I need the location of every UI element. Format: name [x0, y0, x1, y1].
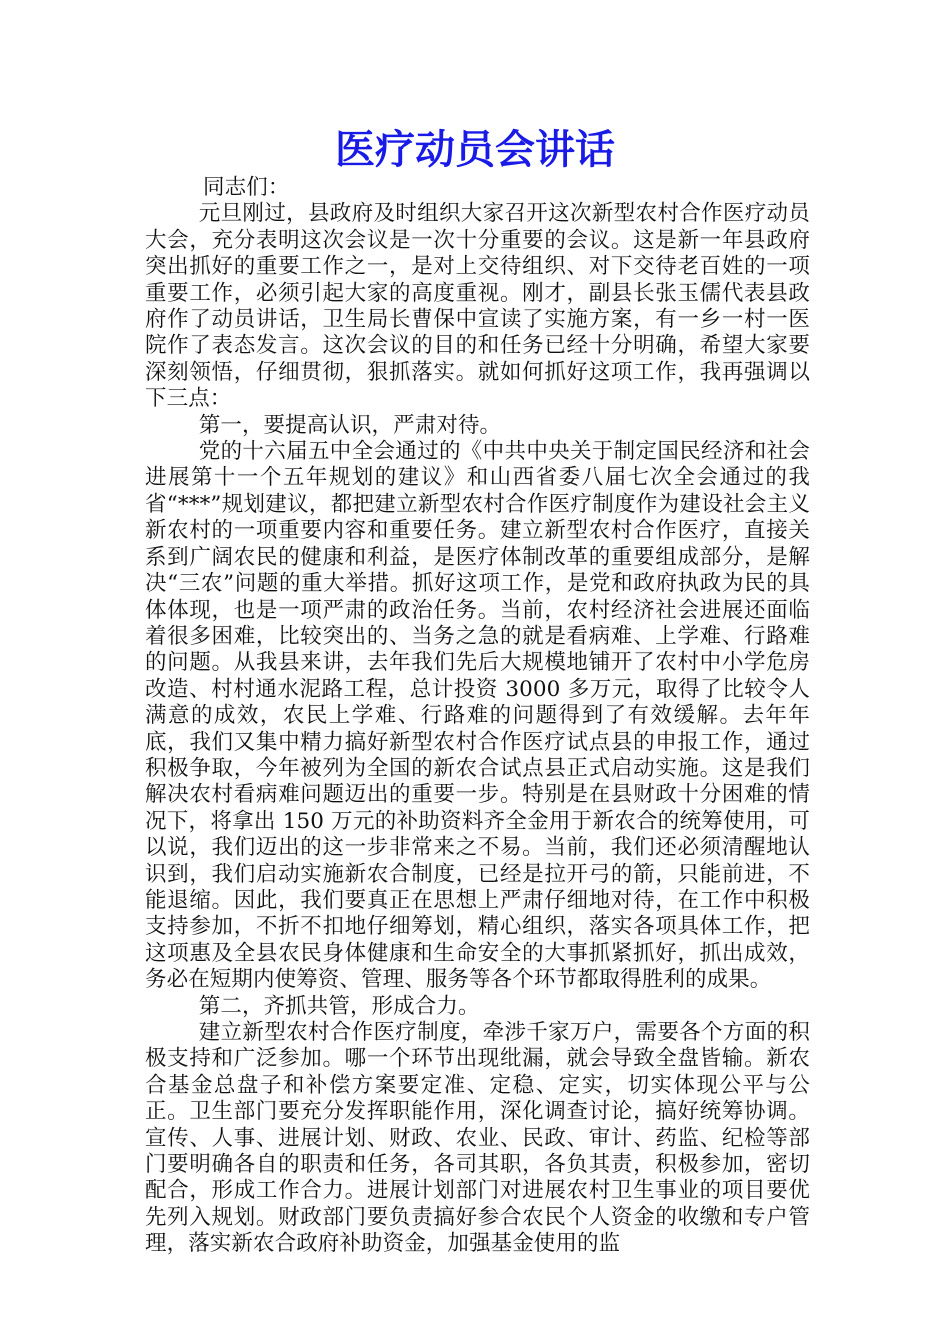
section-heading-2: 第二，齐抓共管，形成合力。: [198, 993, 480, 1019]
salutation: 同志们：: [203, 175, 290, 200]
paragraph-section-2: 建立新型农村合作医疗制度，牵涉千家万户，需要各个方面的积极支持和广泛参加。哪一个环节出现纰漏，就会导致全盘皆输。新农合基金总盘子和补偿方案要定准、定稳、定实，切实体现公平与公正。卫生部门要充分发挥职能作用，深化调查讨论，搞好统筹协调。宣传、人事、进展计划、财政、农业、民政、审计、药监、纪检等部门要明确各自的职责和任务，各司其职，各负其责，积极参加，密切配合，形成工作合力。进展计划部门对进展农村卫生事业的项目要优先列入规划。财政部门要负责搞好参合农民个人资金的收缴和专户管理，落实新农合政府补助资金，加强基金使用的监: [145, 1020, 810, 1257]
document-title: 医疗动员会讲话: [335, 126, 615, 173]
document-body: [145, 175, 810, 1258]
paragraph-intro: 元旦刚过，县政府及时组织大家召开这次新型农村合作医疗动员大会，充分表明这次会议是一次十分重要的会议。这是新一年县政府突出抓好的重要工作之一，是对上交待组织、对下交待老百姓的一项重要工作，必须引起大家的高度重视。刚才，副县长张玉儒代表县政府作了动员讲话，卫生局长曹保中宣读了实施方案，有一乡一村一医院作了表态发言。这次会议的目的和任务已经十分明确，希望大家要深刻领悟，仔细贯彻，狠抓落实。就如何抓好这项工作，我再强调以下三点：: [145, 201, 810, 412]
section-heading-1: 第一，要提高认识，严肃对待。: [198, 412, 502, 438]
paragraph-section-1: 党的十六届五中全会通过的《中共中央关于制定国民经济和社会进展第十一个五年规划的建议》和山西省委八届七次全会通过的我省“***”规划建议，都把建立新型农村合作医疗制度作为建设社会主义新农村的一项重要内容和重要任务。建立新型农村合作医疗，直接关系到广阔农民的健康和利益，是医疗体制改革的重要组成部分，是解决“三农”问题的重大举措。抓好这项工作，是党和政府执政为民的具体体现，也是一项严肃的政治任务。当前，农村经济社会进展还面临着很多困难，比较突出的、当务之急的就是看病难、上学难、行路难的问题。从我县来讲，去年我们先后大规模地铺开了农村中小学危房改造、村村通水泥路工程，总计投资 3000 多万元，取得了比较令人满意的成效，农民上学难、行路难的问题得到了有效缓解。去年年底，我们又集中精力搞好新型农村合作医疗试点县的申报工作，通过积极争取，今年被列为全国的新农合试点县正式启动实施。这是我们解决农村看病难问题迈出的重要一步。特别是在县财政十分困难的情况下，将拿出 150 万元的补助资料齐全金用于新农合的统筹使用，可以说，我们迈出的这一步非常来之不易。当前，我们还必须清醒地认识到，我们启动实施新农合制度，已经是拉开弓的箭，只能前进，不能退缩。因此，我们要真正在思想上严肃仔细地对待，在工作中积极支持参加，不折不扣地仔细筹划，精心组织，落实各项具体工作，把这项惠及全县农民身体健康和生命安全的大事抓紧抓好，抓出成效，务必在短期内使筹资、管理、服务等各个环节都取得胜利的成果。: [145, 439, 810, 993]
